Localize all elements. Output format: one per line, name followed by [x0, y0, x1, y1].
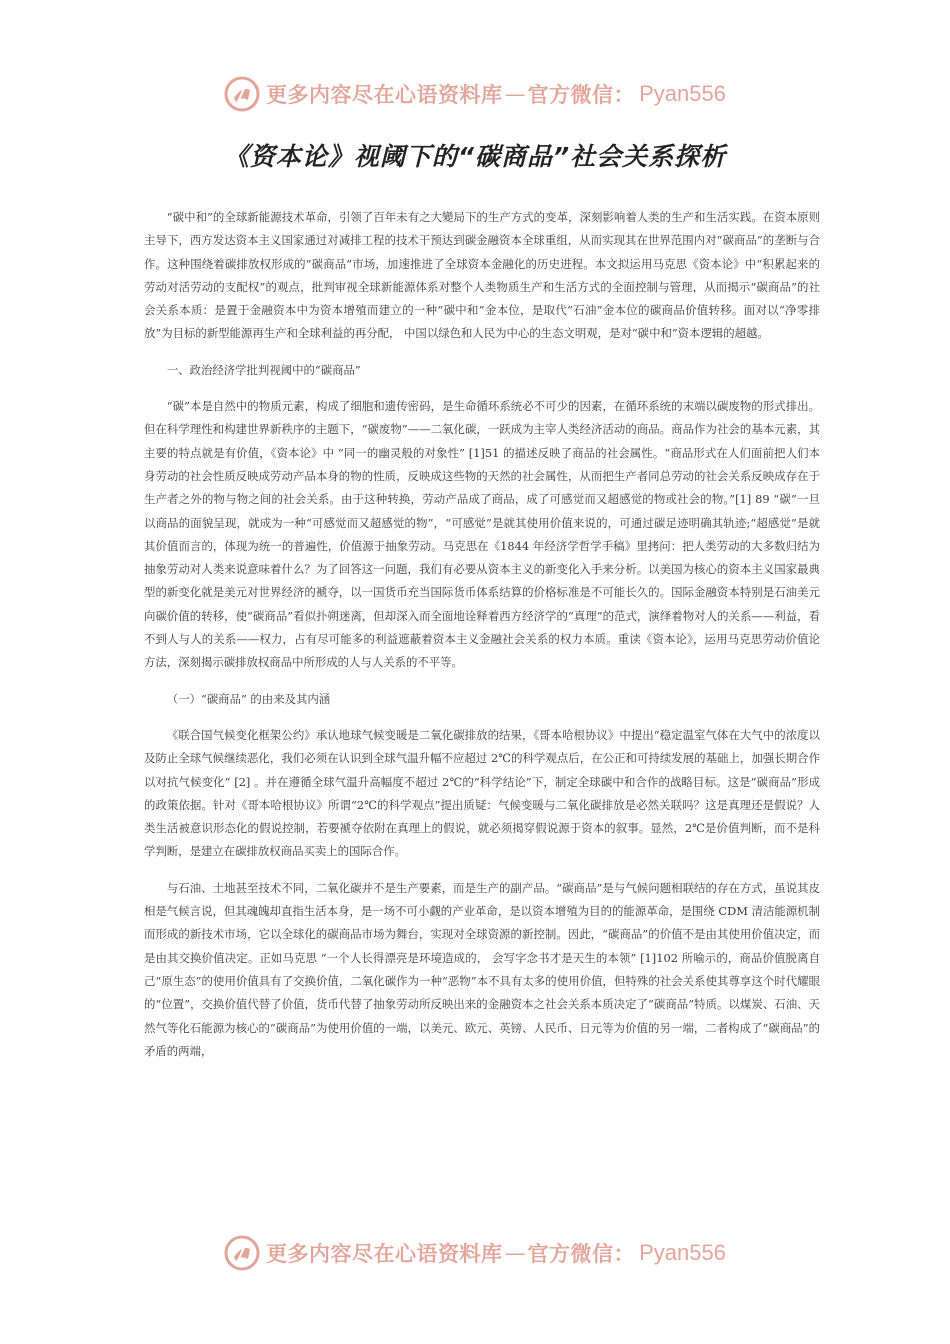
- banner-handle: Pyan556: [639, 81, 726, 106]
- paragraph-co2-byproduct: 与石油、土地甚至技术不同，二氧化碳并不是生产要素，而是生产的副产品。“碳商品”是与气候问题相联结的存在方式，虽说其皮相是气候言说，但其魂魄却直指生活本身，是一场不可小觑的产业革命，是以资本增殖为目的的能源革命，是围绕 CDM 清洁能源机制而形成的新技术市场，它以全球化的碳商品市场为舞台，实现对全球资源的新控制。因此，“碳商品”的价值不是由其使用价值决定，而是由其交换价值决定。正如马克思 “一个人长得漂亮是环境造成的， 会写字念书才是天生的本领” [1]102 所喻示的，商品价值脱离自己“原生态”的使用价值具有了交换价值，二氧化碳作为一种“恶物”本不具有太多的使用价值，但特殊的社会关系使其尊享这个时代耀眼的“位置”，交换价值代替了价值，货币代替了抽象劳动所反映出来的金融资本之社会关系本质决定了“碳商品”特质。以煤炭、石油、天然气等化石能源为核心的“碳商品”为使用价值的一端，以美元、欧元、英镑、人民币、日元等为价值的另一端，二者构成了“碳商品”的矛盾的两端，: [144, 880, 820, 1058]
- banner-handle: Pyan556: [639, 1240, 726, 1265]
- paragraph-unfccc: 《联合国气候变化框架公约》承认地球气候变暖是二氧化碳排放的结果，《哥本哈根协议》中提出“稳定温室气体在大气中的浓度以及防止全球气候继续恶化，我们必须在认识到全球气温升幅不应超过 2℃的科学观点后，在公正和可持续发展的基础上，加强长期合作以对抗气候变化” [2] 。并在遵循全球气温升高幅度不超过 2℃的“科学结论”下，制定全球碳中和合作的战略目标。这是“碳商品”形成的政策依据。针对《哥本哈根协议》所谓“2℃的科学观点”提出质疑：气候变暖与二氧化碳排放是必然关联吗？这是真理还是假说？人类生活被意识形态化的假说控制，若要褫夺依附在真理上的假说，就必须揭穿假说源于资本的叙事。显然，2℃是价值判断，而不是科学判断，是建立在碳排放权商品买卖上的国际合作。: [144, 727, 820, 859]
- document-title: 《资本论》视阈下的“碳商品”社会关系探析: [223, 142, 727, 171]
- section-heading-1: 一、政治经济学批判视阈中的“碳商品”: [166, 362, 361, 377]
- banner-label: 官方微信：: [527, 83, 636, 107]
- paragraph-carbon-commodity: “碳”本是自然中的物质元素，构成了细胞和遗传密码，是生命循环系统必不可少的因素，在循环系统的末端以碳废物的形式排出。但在科学理性和构建世界新秩序的主题下，“碳废物”——二氧化碳，一跃成为主宰人类经济活动的商品。商品作为社会的基本元素，其主要的特点就是有价值，《资本论》中 “同一的幽灵般的对象性” [1]51 的描述反映了商品的社会属性。“商品形式在人们面前把人们本身劳动的社会性质反映成劳动产品本身的物的性质，反映成这些物的天然的社会属性，从而把生产者同总劳动的社会关系反映成存在于生产者之外的物与物之间的社会关系。由于这种转换，劳动产品成了商品，成了可感觉而又超感觉的物或社会的物。”[1] 89 “碳”一旦以商品的面貌呈现，就成为一种“可感觉而又超感觉的物”，“可感觉”是就其使用价值来说的，可通过碳足迹明确其轨迹;“超感觉”是就其价值而言的，体现为统一的普遍性，价值源于抽象劳动。马克思在《1844 年经济学哲学手稿》里拷问：把人类劳动的大多数归结为抽象劳动对人类来说意味着什么？为了回答这一问题，我们有必要从资本主义的新变化入手来分析。以美国为核心的资本主义国家最典型的新变化就是美元对世界经济的褫夺，以一国货币充当国际货币体系结算的价格标准是不可能长久的。国际金融资本特别是石油美元向碳价值的转移，使“碳商品”看似扑朔迷离，但却深入而全面地诠释着西方经济学的“真理”的范式，演绎着物对人的关系——利益，看不到人与人的关系——权力，占有尽可能多的利益遮蔽着资本主义金融社会关系的权力本质。重读《资本论》，运用马克思劳动价值论方法，深刻揭示碳排放权商品中所形成的人与人关系的不平等。: [144, 399, 820, 670]
- book-logo-icon: [224, 76, 260, 112]
- banner-separator: —: [504, 1241, 526, 1265]
- banner-separator: —: [504, 82, 526, 106]
- banner-text: 更多内容尽在心语资料库: [266, 83, 503, 107]
- document-body: [144, 206, 820, 1076]
- paragraph-abstract: “碳中和”的全球新能源技术革命，引领了百年未有之大變局下的生产方式的变革，深刻影响着人类的生产和生活实践。在资本原则主导下，西方发达资本主义国家通过对减排工程的技术干预达到碳金融资本全球重组，从而实现其在世界范围内对“碳商品”的垄断与合作。这种围绕着碳排放权形成的“碳商品”市场，加速推进了全球资本金融化的历史进程。本文拟运用马克思《资本论》中“积累起来的劳动对活劳动的支配权”的观点，批判审视全球新能源体系对整个人类物质生产和生活方式的全面控制与管理，从而揭示“碳商品”的社会关系本质：是置于金融资本中为资本增殖而建立的一种“碳中和”金本位，是取代“石油”金本位的碳商品价值转移。面对以“净零排放”为目标的新型能源再生产和全球利益的再分配， 中国以绿色和人民为中心的生态文明观，是对“碳中和”资本逻辑的超越。: [144, 210, 820, 341]
- banner-text: 更多内容尽在心语资料库: [266, 1242, 503, 1266]
- header-watermark-banner: [0, 72, 950, 116]
- banner-label: 官方微信：: [527, 1242, 636, 1266]
- subsection-heading-1: （一）“碳商品” 的由来及其内涵: [166, 691, 331, 706]
- book-logo-icon: [224, 1235, 260, 1271]
- footer-watermark-banner: [0, 1231, 950, 1275]
